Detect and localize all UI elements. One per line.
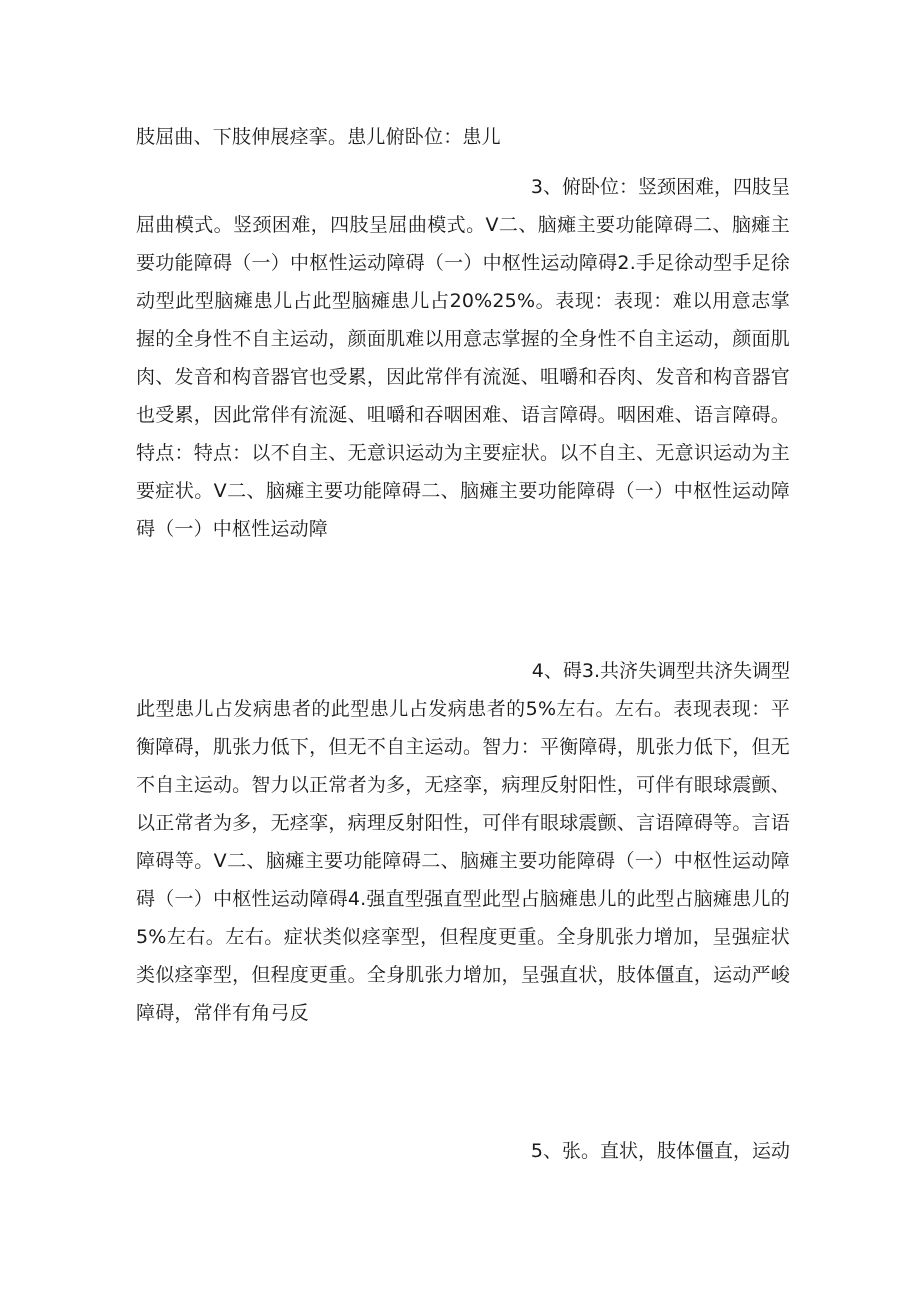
section-heading-4: 4、碍3.共济失调型共济失调型 — [531, 660, 790, 682]
section-heading-5: 5、张。直状，肢体僵直，运动 — [530, 1140, 790, 1162]
paragraph-1: 肢屈曲、下肢伸展痉挛。患儿俯卧位：患儿 — [136, 126, 501, 148]
paragraph-4: 此型患儿占发病患者的此型患儿占发病患者的5%左右。左右。表现表现：平衡障碍，肌张力低下，但无不自主运动。智力：平衡障碍，肌张力低下，但无不自主运动。智力以正常者为多，无痉挛，病理反射阳性，可伴有眼球震颤、以正常者为多，无痉挛，病理反射阳性，可伴有眼球震颤、言语障碍等。言语障碍等。V二、脑瘫主要功能障碍二、脑瘫主要功能障碍（一）中枢性运动障碍（一）中枢性运动障碍4.强直型强直型此型占脑瘫患儿的此型占脑瘫患儿的5%左右。左右。症状类似痉挛型，但程度更重。全身肌张力增加，呈强症状类似痉挛型，但程度更重。全身肌张力增加，呈强直状，肢体僵直，运动严峻障碍，常伴有角弓反 — [136, 698, 790, 1024]
paragraph-3: 屈曲模式。竖颈困难，四肢呈屈曲模式。V二、脑瘫主要功能障碍二、脑瘫主要功能障碍（一）中枢性运动障碍（一）中枢性运动障碍2.手足徐动型手足徐动型此型脑瘫患儿占此型脑瘫患儿占20%25%。表现：表现：难以用意志掌握的全身性不自主运动，颜面肌难以用意志掌握的全身性不自主运动，颜面肌肉、发音和构音器官也受累，因此常伴有流涎、咀嚼和吞肉、发音和构音器官也受累，因此常伴有流涎、咀嚼和吞咽困难、语言障碍。咽困难、语言障碍。特点：特点：以不自主、无意识运动为主要症状。以不自主、无意识运动为主要症状。V二、脑瘫主要功能障碍二、脑瘫主要功能障碍（一）中枢性运动障碍（一）中枢性运动障 — [136, 214, 790, 540]
section-heading-3: 3、俯卧位：竖颈困难，四肢呈 — [530, 176, 790, 198]
